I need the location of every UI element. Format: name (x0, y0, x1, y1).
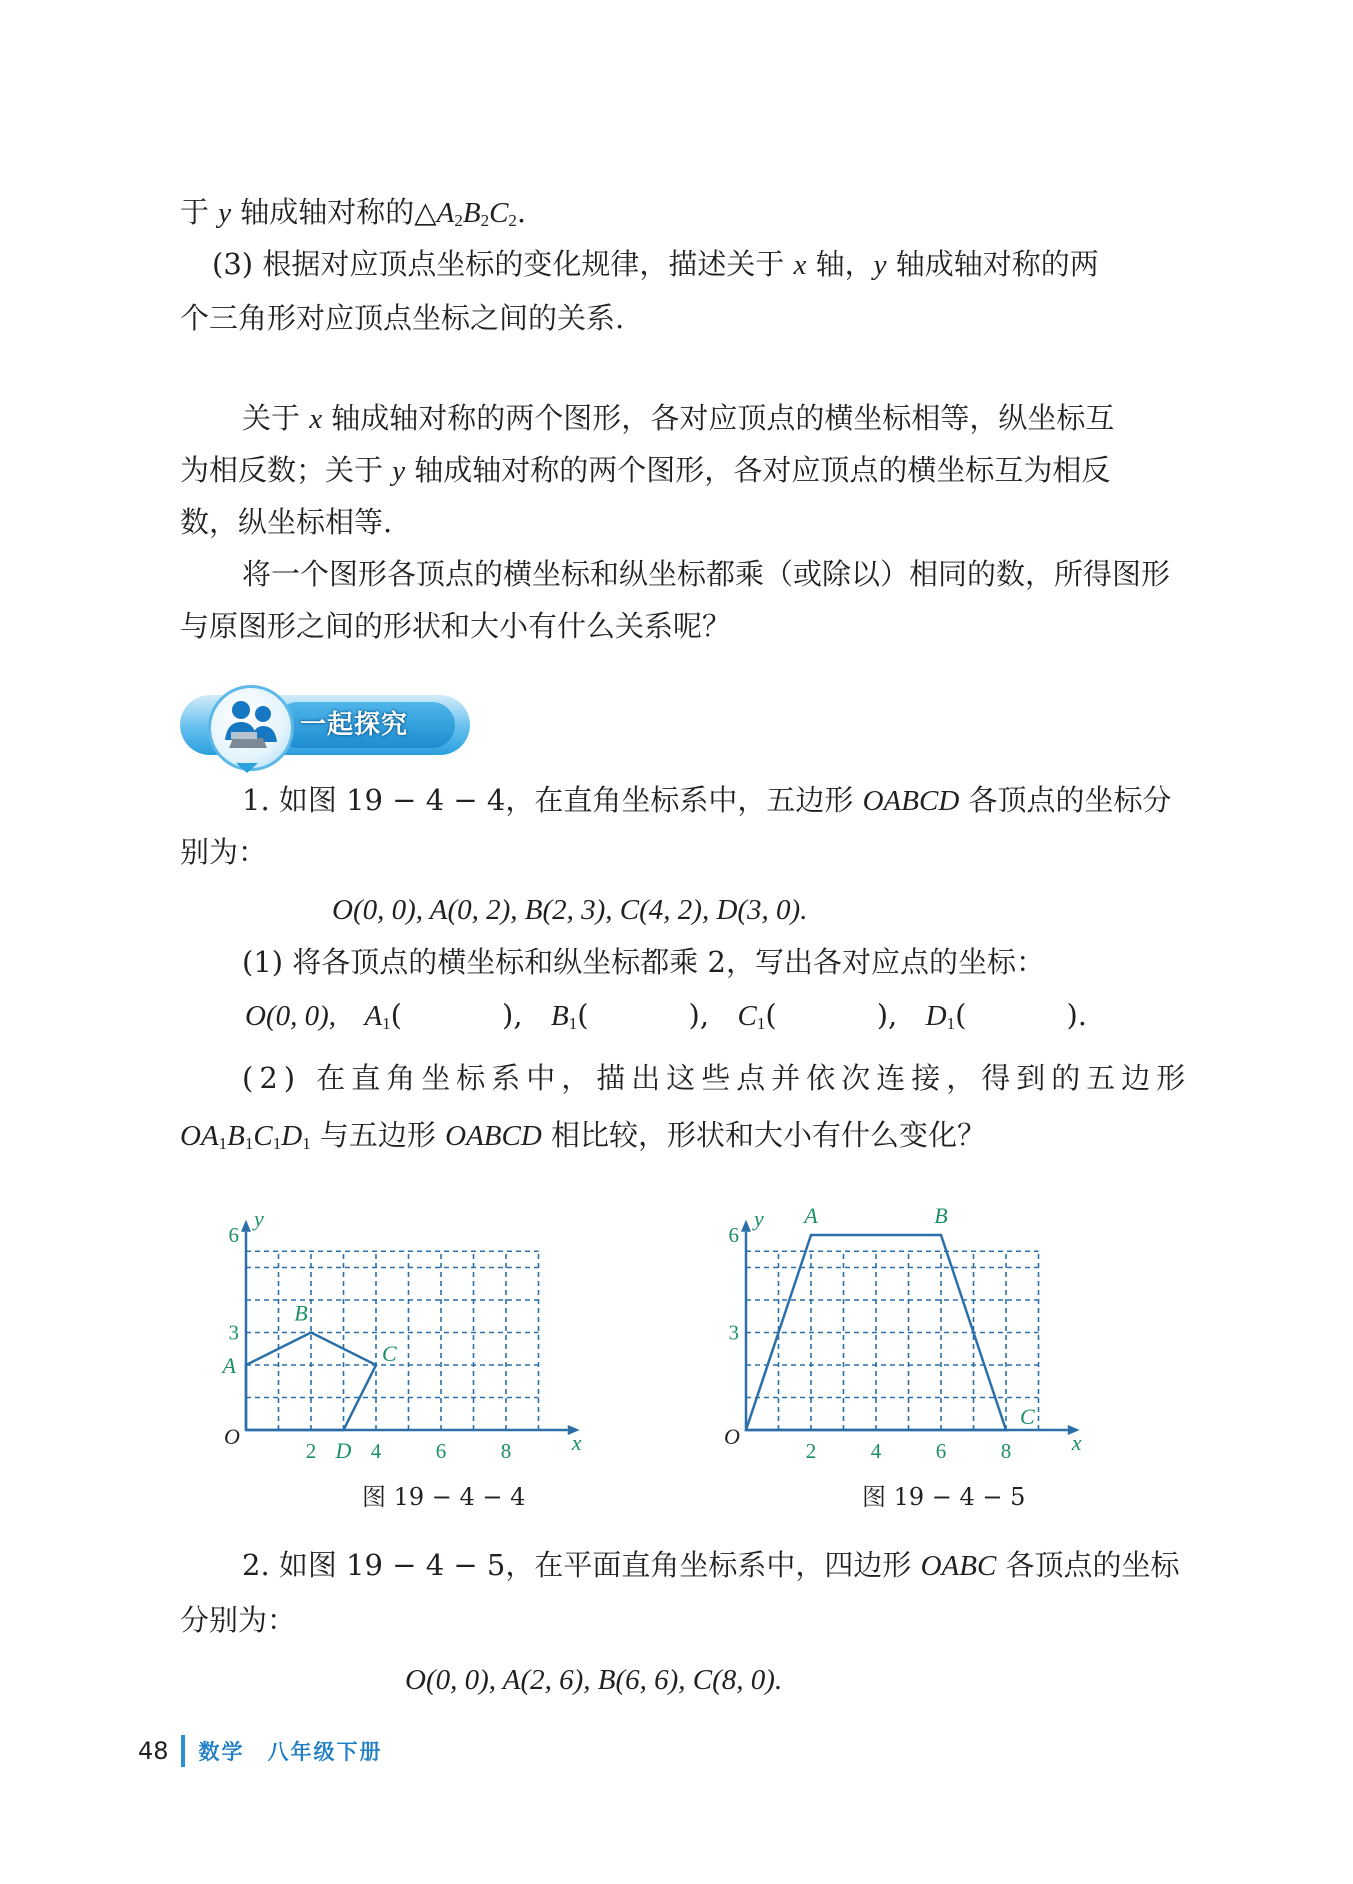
text: (2) 在直角坐标系中，描出这些点并依次连接，得到的五边形 (242, 1061, 1192, 1095)
point-label: A (222, 1353, 236, 1378)
y-tick-label: 6 (228, 1223, 239, 1247)
paren: ( (577, 998, 589, 1032)
math-var: C (489, 197, 509, 229)
point-label: B (934, 1203, 948, 1228)
text-line (242, 1545, 1180, 1586)
x-axis-label: x (571, 1430, 582, 1455)
y-tick-label: 3 (728, 1320, 739, 1345)
section-badge (180, 685, 480, 775)
x-tick-label: 2 (805, 1439, 817, 1460)
coord-o: O(0, 0), (245, 1000, 337, 1032)
x-tick-label: 6 (435, 1439, 447, 1460)
point-label: B (294, 1300, 308, 1326)
math-var: B (462, 197, 481, 229)
text-line: 数，纵坐标相等. (180, 505, 393, 539)
text-line (180, 450, 1110, 491)
blanks-line (245, 995, 1087, 1036)
people-icon-graphic (211, 688, 291, 768)
item-label: (3) (212, 247, 254, 281)
math-var: D (281, 1120, 303, 1152)
paren: ), (688, 998, 710, 1032)
text-segment (242, 1545, 1180, 1586)
y-axis-label: y (754, 1205, 764, 1231)
people-laptop-icon (208, 685, 294, 771)
math-var: B (227, 1120, 245, 1152)
point-label: D (335, 1438, 352, 1460)
subscript: 2 (480, 211, 490, 230)
text-line (242, 398, 1114, 439)
subscript: 1 (568, 1014, 578, 1033)
text-line: 将一个图形各顶点的横坐标和纵坐标都乘（或除以）相同的数，所得图形 (242, 557, 1171, 591)
badge-arrow (236, 763, 258, 773)
text-line: 与原图形之间的形状和大小有什么关系呢？ (180, 609, 732, 643)
text-line (212, 244, 1099, 285)
text: 轴成轴对称的两 (886, 247, 1099, 281)
origin-label: O (224, 1424, 240, 1449)
point-label: C (1020, 1404, 1035, 1429)
subscript: 2 (454, 211, 463, 230)
math-var: OABCD (445, 1120, 542, 1152)
text: 与五边形 (310, 1118, 446, 1152)
paren: ( (955, 998, 967, 1032)
coords-line: O(0, 0), A(0, 2), B(2, 3), C(4, 2), D(3, 0). (332, 894, 808, 926)
y-axis-arrow (241, 1220, 251, 1232)
subscript: 1 (272, 1134, 282, 1153)
subscript: 1 (756, 1014, 766, 1033)
paren: ( (765, 998, 777, 1032)
y-axis-arrow (741, 1220, 751, 1232)
paren: ), (502, 998, 523, 1032)
paren: ), (876, 998, 898, 1032)
x-tick-label: 6 (935, 1439, 947, 1460)
text: 1. 如图 19 − 4 − 4，在直角坐标系中，五边形 (242, 783, 863, 817)
page-number: 48 (138, 1737, 169, 1765)
text: 关于 (242, 401, 310, 435)
text: 2. 如图 19 − 4 − 5，在平面直角坐标系中，四边形 (242, 1548, 921, 1582)
paren: ). (1066, 998, 1087, 1032)
text: 各顶点的坐标 (996, 1548, 1180, 1582)
point-label: A (804, 1203, 818, 1228)
point-label: C (382, 1341, 397, 1366)
text: 为相反数；关于 (180, 453, 393, 487)
text: 相比较，形状和大小有什么变化？ (541, 1118, 987, 1152)
x-tick-label: 4 (370, 1439, 382, 1460)
x-axis-label: x (1071, 1430, 1082, 1455)
origin-label: O (724, 1424, 740, 1449)
text-line: (1) 将各顶点的横坐标和纵坐标都乘 2，写出各对应点的坐标： (242, 945, 1045, 979)
page-footer (138, 1733, 383, 1769)
text: 轴， (806, 247, 874, 281)
math-var: OA (180, 1120, 219, 1152)
subscript: 1 (946, 1014, 956, 1033)
math-var: C (737, 1000, 757, 1032)
math-var: A (364, 1000, 383, 1032)
section-title: 一起探究 (300, 710, 409, 740)
text-line (242, 780, 1170, 821)
text-segment (242, 780, 1172, 821)
text: 各顶点的坐标分 (959, 783, 1172, 817)
figure-19-4-4 (220, 1170, 650, 1460)
math-var: y (218, 197, 232, 229)
x-tick-label: 8 (1000, 1439, 1012, 1460)
y-axis-label: y (254, 1205, 264, 1231)
footer-divider (181, 1735, 185, 1767)
math-var: C (253, 1120, 273, 1152)
figure-caption: 图 19 − 4 − 4 (362, 1483, 526, 1511)
text: 轴成轴对称的两个图形，各对应顶点的横坐标互为相反 (405, 453, 1111, 487)
math-var: B (550, 1000, 569, 1032)
subscript: 1 (382, 1014, 391, 1033)
x-tick-label: 4 (870, 1439, 882, 1460)
subscript: 1 (302, 1134, 311, 1153)
text-line: 分别为： (180, 1603, 297, 1637)
y-tick-label: 6 (728, 1223, 739, 1247)
figure-caption: 图 19 − 4 − 5 (862, 1483, 1026, 1511)
math-var: A (436, 197, 455, 229)
math-var: x (309, 403, 323, 435)
figure-19-4-5 (720, 1170, 1150, 1460)
math-var: y (873, 249, 887, 281)
text-line (180, 192, 526, 233)
text-line: 别为： (180, 835, 268, 869)
x-tick-label: 8 (500, 1439, 512, 1460)
math-var: y (392, 455, 406, 487)
text-line: 个三角形对应顶点坐标之间的关系. (180, 301, 625, 335)
text-line (242, 1058, 1192, 1098)
math-var: OABCD (862, 785, 960, 817)
math-var: OABC (920, 1550, 997, 1582)
text: 根据对应顶点坐标的变化规律，描述关于 (262, 247, 794, 281)
y-tick-label: 3 (228, 1320, 239, 1345)
text: 轴成轴对称的两个图形，各对应顶点的横坐标相等，纵坐标互 (322, 401, 1115, 435)
math-var: x (793, 249, 807, 281)
text-line (180, 1115, 986, 1156)
subscript: 2 (508, 211, 517, 230)
coords-line: O(0, 0), A(2, 6), B(6, 6), C(8, 0). (405, 1664, 783, 1696)
text: . (516, 195, 527, 229)
subscript: 1 (244, 1134, 254, 1153)
x-tick-label: 2 (305, 1439, 317, 1460)
book-title: 数学 八年级下册 (198, 1740, 383, 1764)
text: 轴成轴对称的△ (231, 195, 437, 229)
text: 于 (180, 195, 219, 229)
paren: ( (390, 998, 402, 1032)
math-var: D (925, 1000, 947, 1032)
subscript: 1 (218, 1134, 228, 1153)
